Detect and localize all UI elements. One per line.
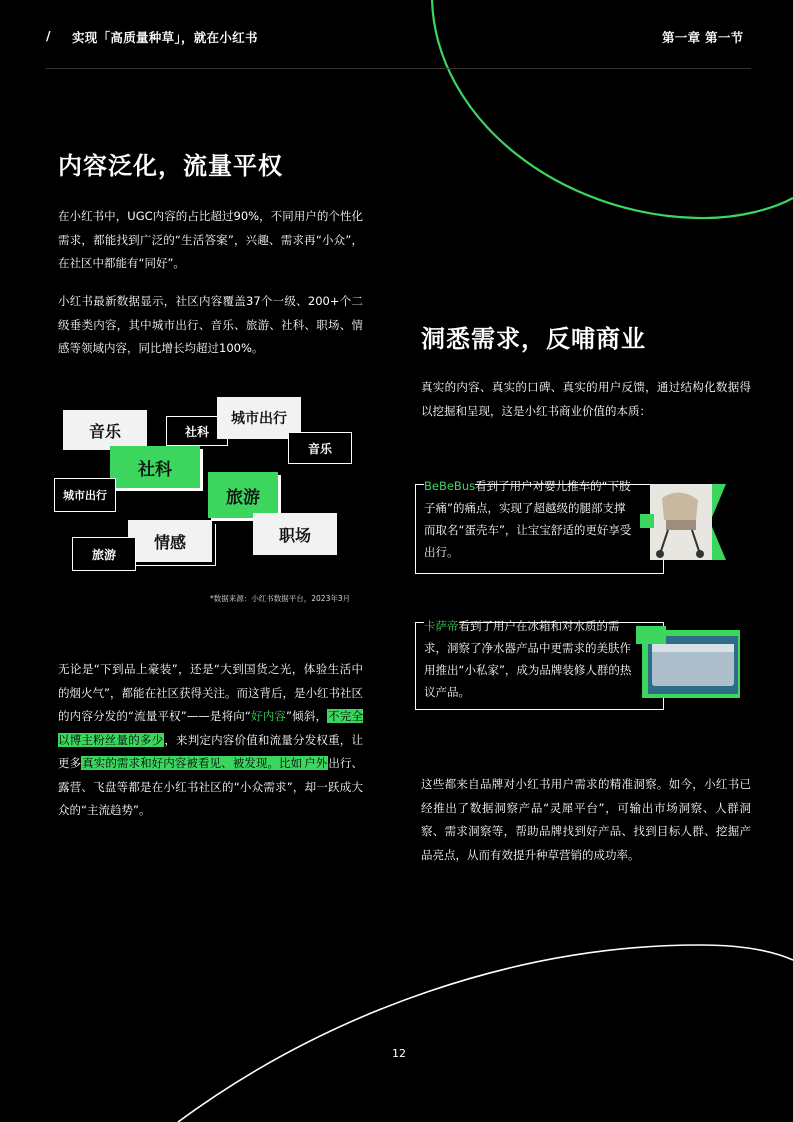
left-section-title: 内容泛化，流量平权 xyxy=(58,152,283,180)
page-number: 12 xyxy=(392,1047,406,1060)
right-intro: 真实的内容、真实的口碑、真实的用户反馈，通过结构化数据得以挖掘和呈现，这是小红书商业价值的本质： xyxy=(421,380,751,418)
para3-highlight-3: 真实的需求和好内容被看见、被发现。比如 xyxy=(82,756,303,770)
header-slash: / xyxy=(46,28,51,43)
left-paragraph-1: 在小红书中，UGC内容的占比超过90%，不同用户的个性化需求，都能找到广泛的“生活答案”，兴趣、需求再“小众”，在社区中都能有“同好”。 xyxy=(58,209,364,270)
para3-highlight-2: 不完全以博主粉丝量的多少 xyxy=(58,709,364,747)
tag-workplace-large: 职场 xyxy=(253,513,337,555)
tag-travel-green: 旅游 xyxy=(208,472,278,518)
case-card-2-brand: 卡萨帝 xyxy=(424,619,459,633)
chapter-label: 第一章 第一节 xyxy=(662,30,744,45)
water-purifier-product-image xyxy=(636,626,742,702)
stroller-product-image xyxy=(640,478,730,568)
tag-travel-small: 旅游 xyxy=(72,537,136,571)
tag-city-small: 城市出行 xyxy=(54,478,116,512)
tag-cloud xyxy=(50,392,370,582)
header-divider xyxy=(46,68,751,69)
case-card-1-text xyxy=(424,475,634,563)
para3-part2: ”倾斜， xyxy=(286,709,328,723)
para3-part3: ，来判定内容价值和流量分发权重，让更多 xyxy=(58,732,364,770)
case-card-2-body: 看到了用户在冰箱和对水质的需求，洞察了净水器产品中更需求的美肤作用推出“小私家”，成为品牌装修人群的热议产品。 xyxy=(424,619,632,699)
case-card-2-text xyxy=(424,615,634,703)
left-paragraph-3 xyxy=(58,658,363,823)
header-title: 实现「高质量种草」，就在小红书 xyxy=(72,30,258,45)
para3-highlight-1: 好内容 xyxy=(250,709,287,723)
tag-emotion-large: 情感 xyxy=(128,520,212,562)
case-card-bebebus xyxy=(415,479,664,574)
right-outro: 这些都来自品牌对小红书用户需求的精准洞察。如今，小红书已经推出了数据洞察产品“灵犀平台”，可输出市场洞察、人群洞察、需求洞察等，帮助品牌找到好产品、找到目标人群、挖掘产品亮点，从而有效提升种草营销的成功率。 xyxy=(421,777,751,862)
data-source-note: *数据来源：小红书数据平台，2023年3月 xyxy=(210,594,351,603)
right-section-title: 洞悉需求，反哺商业 xyxy=(421,325,646,353)
case-card-1-body: 看到了用户对婴儿推车的“下肢子痛”的痛点，实现了超越级的腿部支撑而取名“蛋壳车”，让宝宝舒适的更好享受出行。 xyxy=(424,479,632,559)
left-paragraph-2: 小红书最新数据显示，社区内容覆盖37个一级、200+个二级垂类内容，其中城市出行、音乐、旅游、社科、职场、情感等领域内容，同比增长均超过100%。 xyxy=(58,294,363,355)
tag-music-small: 音乐 xyxy=(288,432,352,464)
case-card-casarte xyxy=(415,619,664,710)
tag-city-large: 城市出行 xyxy=(217,397,301,439)
para3-part4: 出行、露营、飞盘等都是在小红书社区的“小众需求”，却一跃成大众的“主流趋势”。 xyxy=(58,756,364,817)
case-card-1-brand: BeBeBus xyxy=(424,479,476,493)
tag-social-green: 社科 xyxy=(110,446,200,488)
para3-highlight-4: 户外 xyxy=(304,756,328,770)
tag-music-large: 音乐 xyxy=(63,410,147,450)
para3-part1: 无论是“下到品上豪装”，还是“大到国货之光，体验生活中的烟火气”，都能在社区获得关注。而这背后，是小红书社区的内容分发的“流量平权”——是将向“ xyxy=(58,662,363,723)
tag-social-small: 社科 xyxy=(166,416,228,446)
